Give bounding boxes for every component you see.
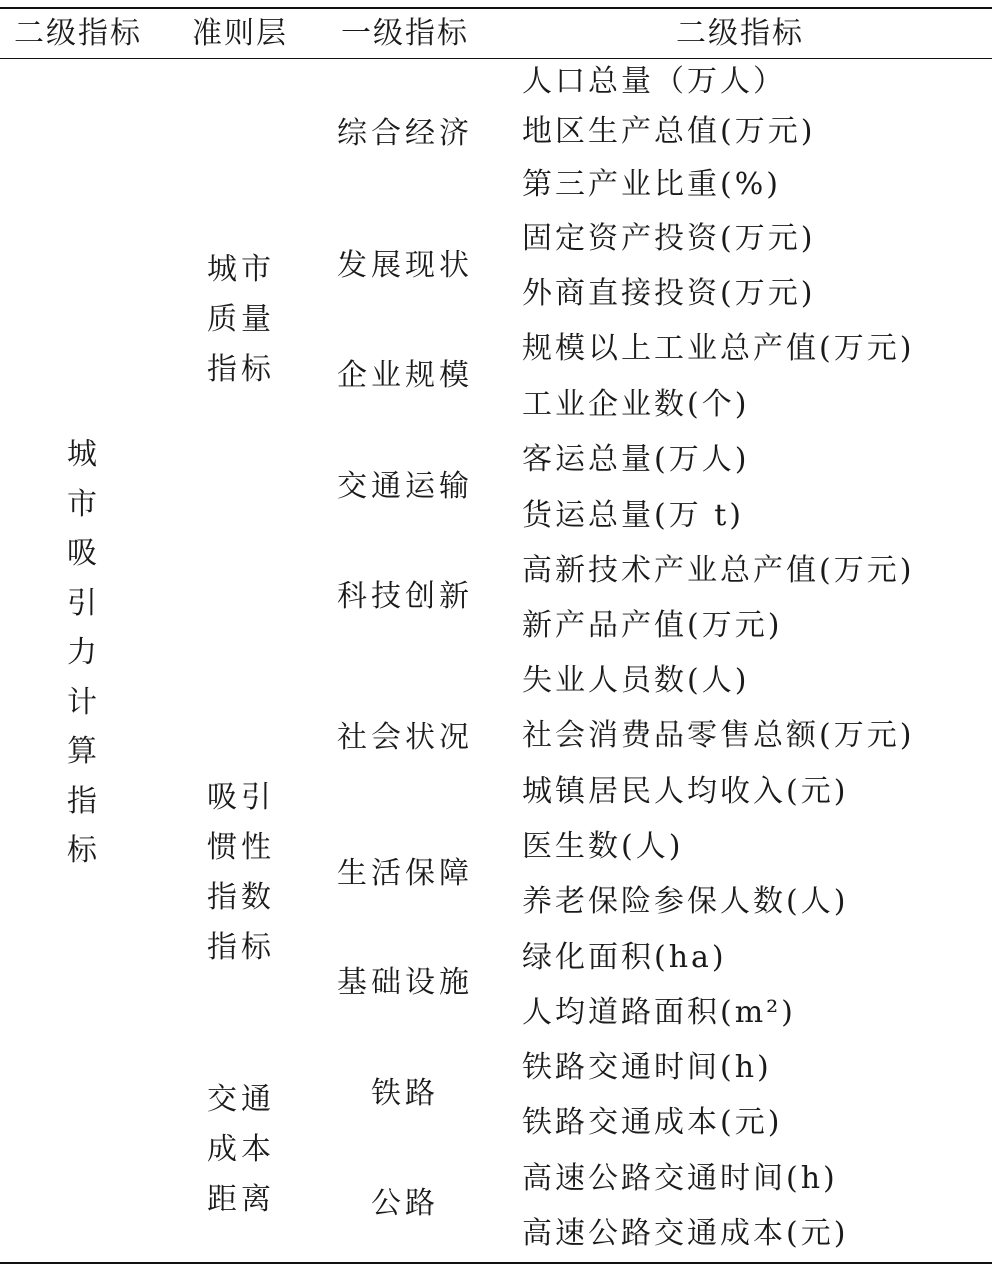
indicator-item: 社会消费品零售总额(万元) xyxy=(522,718,915,753)
header-rule xyxy=(0,58,992,59)
indicator-item: 固定资产投资(万元) xyxy=(522,221,816,256)
level1-item: 公路 xyxy=(371,1186,439,1221)
level1-item: 社会状况 xyxy=(337,720,473,755)
indicator-item: 养老保险参保人数(人) xyxy=(522,884,849,919)
indicator-item: 高速公路交通时间(h) xyxy=(522,1161,838,1196)
indicator-item: 医生数(人) xyxy=(522,829,684,864)
criteria-city-quality: 城市 质量 指标 xyxy=(207,252,275,387)
level1-item: 综合经济 xyxy=(337,116,473,151)
top-rule xyxy=(0,7,992,9)
level1-item: 企业规模 xyxy=(337,358,473,393)
indicator-item: 人口总量（万人） xyxy=(522,64,786,99)
indicator-item: 规模以上工业总产值(万元) xyxy=(522,331,915,366)
indicator-item: 地区生产总值(万元) xyxy=(522,114,816,149)
indicator-item: 高速公路交通成本(元) xyxy=(522,1216,849,1251)
criteria-transport-cost: 交通 成本 距离 xyxy=(207,1082,275,1217)
header-col-criteria: 准则层 xyxy=(192,16,288,51)
level1-item: 交通运输 xyxy=(337,469,473,504)
level1-item: 发展现状 xyxy=(337,248,473,283)
indicator-item: 客运总量(万人) xyxy=(522,442,750,477)
indicator-item: 外商直接投资(万元) xyxy=(522,276,816,311)
header-col-category: 二级指标 xyxy=(14,16,142,51)
indicator-item: 新产品产值(万元) xyxy=(522,608,783,643)
indicator-item: 城镇居民人均收入(元) xyxy=(522,774,849,809)
level1-item: 基础设施 xyxy=(337,965,473,1000)
indicator-item: 货运总量(万 t) xyxy=(522,498,744,533)
indicator-item: 铁路交通成本(元) xyxy=(522,1105,783,1140)
indicator-item: 人均道路面积(m²) xyxy=(522,995,796,1030)
top-category-label: 城 市 吸 引 力 计 算 指 标 xyxy=(67,437,97,868)
header-col-level2: 二级指标 xyxy=(676,16,804,51)
indicator-item: 绿化面积(ha) xyxy=(522,940,727,975)
criteria-attraction-inertia: 吸引 惯性 指数 指标 xyxy=(207,780,275,965)
level1-item: 铁路 xyxy=(371,1076,439,1111)
header-col-level1: 一级指标 xyxy=(341,16,469,51)
indicator-item: 失业人员数(人) xyxy=(522,663,750,698)
indicator-item: 铁路交通时间(h) xyxy=(522,1050,772,1085)
indicator-item: 工业企业数(个) xyxy=(522,387,750,422)
level1-item: 生活保障 xyxy=(337,856,473,891)
bottom-rule xyxy=(0,1262,992,1264)
level1-item: 科技创新 xyxy=(337,579,473,614)
indicator-item: 高新技术产业总产值(万元) xyxy=(522,553,915,588)
indicator-item: 第三产业比重(%) xyxy=(522,167,781,202)
